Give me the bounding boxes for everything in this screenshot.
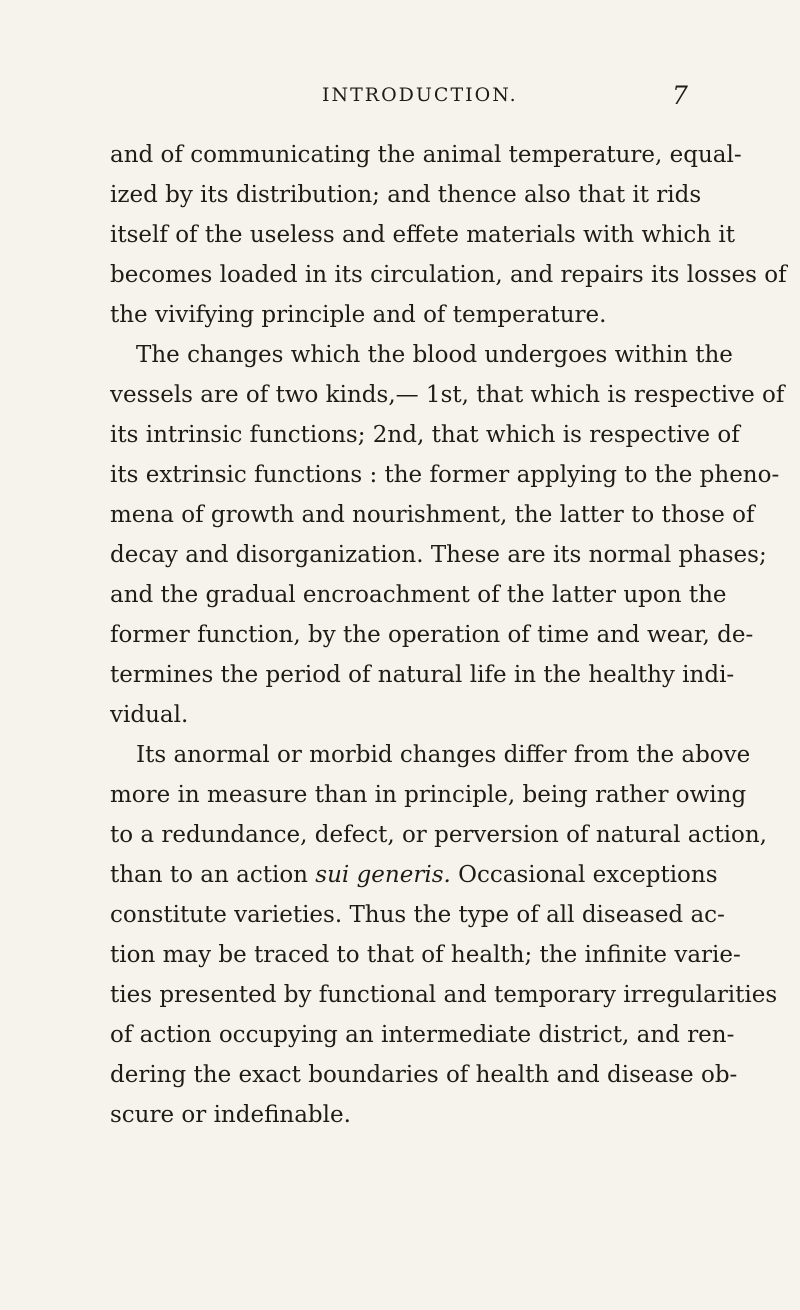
text-line: itself of the useless and effete materials with which it [110, 222, 736, 248]
text-line: mena of growth and nourishment, the latter to those of [110, 502, 755, 528]
text-line: and the gradual encroachment of the latter upon the [110, 582, 727, 608]
text-line: constitute varieties. Thus the type of all diseased ac- [110, 902, 725, 928]
text-line: Its anormal or morbid changes differ from the above [136, 742, 751, 768]
text-line: decay and disorganization. These are its normal phases; [110, 542, 767, 568]
chapter-title: INTRODUCTION. [322, 84, 518, 106]
italic-phrase: sui generis. [315, 862, 451, 888]
text-line: vessels are of two kinds,— 1st, that which is respective of [110, 382, 785, 408]
text-line: the vivifying principle and of temperature. [110, 302, 607, 328]
text-line: ized by its distribution; and thence also that it rids [110, 182, 702, 208]
text-line [110, 855, 718, 895]
text-line: of action occupying an intermediate district, and ren- [110, 1022, 735, 1048]
text-line: former function, by the operation of time and wear, de- [110, 622, 754, 648]
text-line: its extrinsic functions : the former applying to the pheno- [110, 462, 780, 488]
text-line: ties presented by functional and temporary irregularities [110, 982, 778, 1008]
text-line: its intrinsic functions; 2nd, that which is respective of [110, 422, 740, 448]
text-line: tion may be traced to that of health; the infinite varie- [110, 942, 741, 968]
running-head [0, 81, 800, 114]
text-line: dering the exact boundaries of health and disease ob- [110, 1062, 738, 1088]
text-line: becomes loaded in its circulation, and repairs its losses of [110, 262, 787, 288]
text-line: more in measure than in principle, being rather owing [110, 782, 747, 808]
page-number: 7 [672, 81, 688, 110]
text-fragment: than to an action [110, 862, 316, 888]
body-text [110, 135, 787, 1135]
text-line: termines the period of natural life in the healthy indi- [110, 662, 735, 688]
text-line: and of communicating the animal temperature, equal- [110, 142, 742, 168]
text-fragment: Occasional exceptions [450, 862, 718, 888]
text-line: The changes which the blood undergoes within the [136, 342, 733, 368]
text-line: scure or indefinable. [110, 1102, 351, 1128]
text-line: to a redundance, defect, or perversion of natural action, [110, 822, 767, 848]
text-line: vidual. [110, 702, 189, 728]
